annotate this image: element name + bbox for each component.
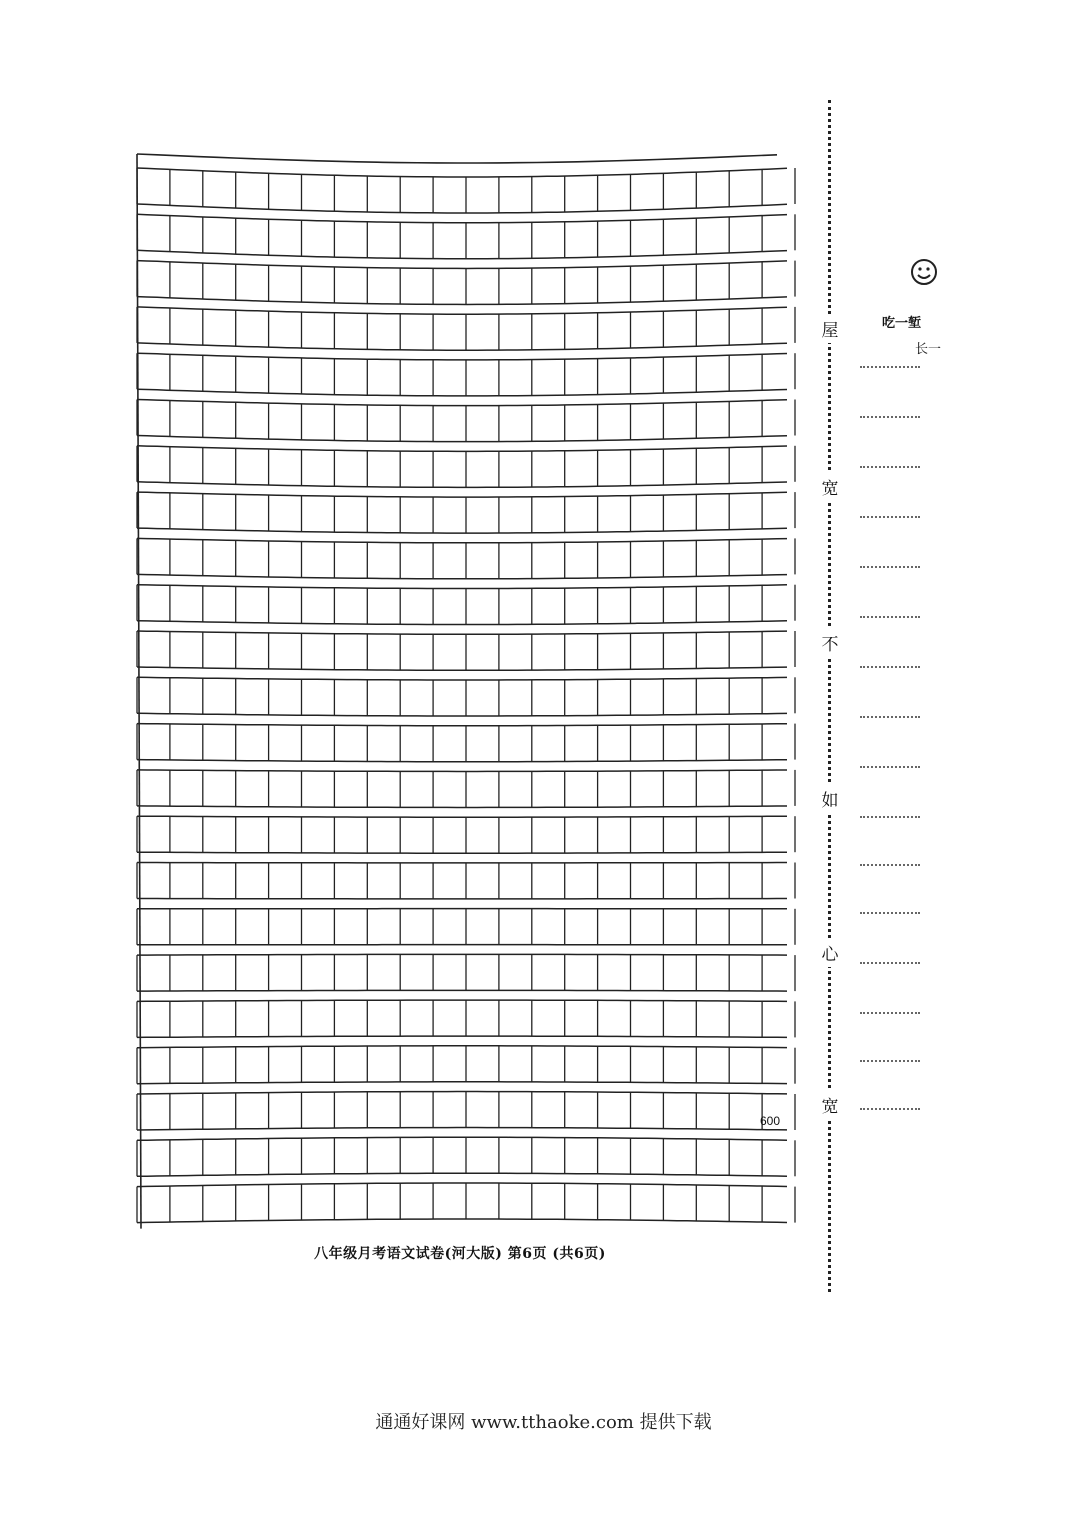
grid-row: [137, 1046, 795, 1084]
grid-row: [137, 214, 795, 258]
answer-line: [860, 816, 920, 818]
grid-row: [137, 307, 795, 350]
answer-line: [860, 1108, 920, 1110]
answer-line: [860, 566, 920, 568]
answer-line: [860, 466, 920, 468]
download-credit: 通通好课网 www.tthaoke.com 提供下载: [375, 1412, 712, 1433]
grid-row: [137, 631, 795, 670]
grid-row: [137, 816, 795, 853]
answer-line: [860, 716, 920, 718]
binding-char-5: 心: [821, 938, 839, 967]
grid-row: [137, 909, 795, 945]
page-footer-caption: 八年级月考语文试卷(河大版) 第6页 (共6页): [314, 1246, 606, 1262]
grid-row: [137, 863, 795, 899]
cut-off-heading: 吃一堑: [882, 316, 922, 331]
binding-char-6: 宽: [821, 1090, 839, 1119]
grid-row: [137, 261, 795, 305]
grid-row: [137, 954, 795, 991]
grid-row: [137, 400, 795, 442]
binding-char-1: 屋: [821, 314, 839, 343]
answer-line: [860, 912, 920, 914]
answer-line: [860, 962, 920, 964]
grid-row: [137, 1092, 795, 1131]
binding-char-2: 宽: [821, 472, 839, 501]
grid-row: [137, 585, 795, 625]
grid-row: [137, 1000, 795, 1037]
grid-row: [137, 770, 795, 808]
grid-row: [137, 168, 795, 213]
grid-row: [137, 724, 795, 762]
smiley-face-icon: [908, 256, 940, 288]
cut-off-fragment: 长一: [915, 342, 942, 357]
grid-row: [137, 446, 795, 488]
word-count-600: 600: [760, 1114, 781, 1128]
answer-line: [860, 766, 920, 768]
answer-line: [860, 416, 920, 418]
grid-row: [137, 677, 795, 716]
answer-line: [860, 1012, 920, 1014]
grid-row: [137, 353, 795, 396]
binding-char-4: 如: [821, 784, 839, 813]
answer-line: [860, 864, 920, 866]
binding-char-3: 不: [821, 628, 839, 657]
answer-line: [860, 366, 920, 368]
answer-line: [860, 616, 920, 618]
answer-line: [860, 1060, 920, 1062]
answer-line: [860, 666, 920, 668]
grid-row: [137, 1137, 795, 1176]
grid-top-line: [137, 154, 777, 163]
grid-row: [137, 492, 795, 533]
grid-row: [137, 538, 795, 578]
grid-row: [137, 1183, 795, 1223]
answer-line: [860, 516, 920, 518]
